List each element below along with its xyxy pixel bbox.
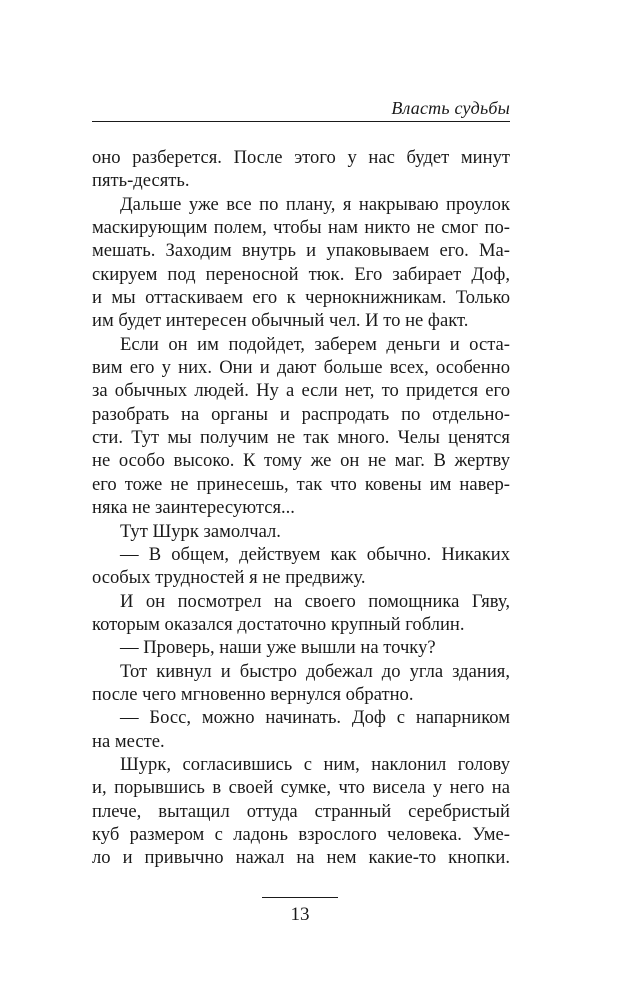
text-line: за обычных людей. Ну а если нет, то придется его	[92, 380, 510, 402]
running-head: Власть судьбы	[391, 98, 510, 118]
text-line: сти. Тут мы получим не так много. Челы ценятся	[92, 427, 510, 449]
text-line: — Проверь, наши уже вышли на точку?	[120, 637, 436, 659]
footer-rule	[262, 897, 338, 898]
text-line: Шурк, согласившись с ним, наклонил голову	[120, 753, 510, 775]
page-number: 13	[290, 904, 310, 925]
text-line: после чего мгновенно вернулся обратно.	[92, 683, 414, 705]
text-line: Тот кивнул и быстро добежал до угла здания,	[120, 660, 510, 682]
text-line: не особо высоко. К тому же он не маг. В жертву	[92, 450, 510, 472]
text-line: его тоже не принесешь, так что ковены им навер-	[92, 473, 510, 495]
text-line: и, порывшись в своей сумке, что висела у него на	[92, 777, 510, 799]
text-line: маскирующим полем, чтобы нам никто не смог по-	[92, 217, 510, 239]
text-line: И он посмотрел на своего помощника Гяву,	[120, 590, 510, 612]
text-line: мешать. Заходим внутрь и упаковываем его. Ма-	[92, 240, 510, 262]
text-line: пять-десять.	[92, 170, 190, 192]
text-line: куб размером с ладонь взрослого человека. Уме-	[92, 823, 510, 845]
text-line: разобрать на органы и распродать по отдельно-	[92, 403, 510, 425]
text-line: Тут Шурк замолчал.	[120, 520, 281, 542]
text-line: на месте.	[92, 730, 165, 752]
text-line: оно разберется. После этого у нас будет минут	[92, 147, 510, 168]
body-text	[92, 146, 510, 870]
text-line: которым оказался достаточно крупный гоблин.	[92, 613, 465, 635]
text-line: Если он им подойдет, заберем деньги и оста-	[120, 333, 510, 355]
header-rule	[92, 121, 510, 122]
text-line: и мы оттаскиваем его к чернокнижникам. Только	[92, 287, 510, 309]
text-line: няка не заинтересуются...	[92, 497, 295, 519]
text-line: им будет интересен обычный чел. И то не факт.	[92, 310, 469, 332]
text-line: — Босс, можно начинать. Доф с напарником	[120, 707, 510, 729]
text-line: особых трудностей я не предвижу.	[92, 567, 366, 589]
text-line: скируем под переносной тюк. Его забирает Доф,	[92, 263, 510, 285]
text-line: плече, вытащил оттуда странный серебристый	[92, 800, 510, 822]
text-line: ло и привычно нажал на нем какие-то кнопки.	[92, 847, 510, 869]
text-line: Дальше уже все по плану, я накрываю проулок	[120, 193, 510, 215]
text-line: — В общем, действуем как обычно. Никаких	[120, 543, 510, 565]
text-line: вим его у них. Они и дают больше всех, особенно	[92, 357, 510, 379]
